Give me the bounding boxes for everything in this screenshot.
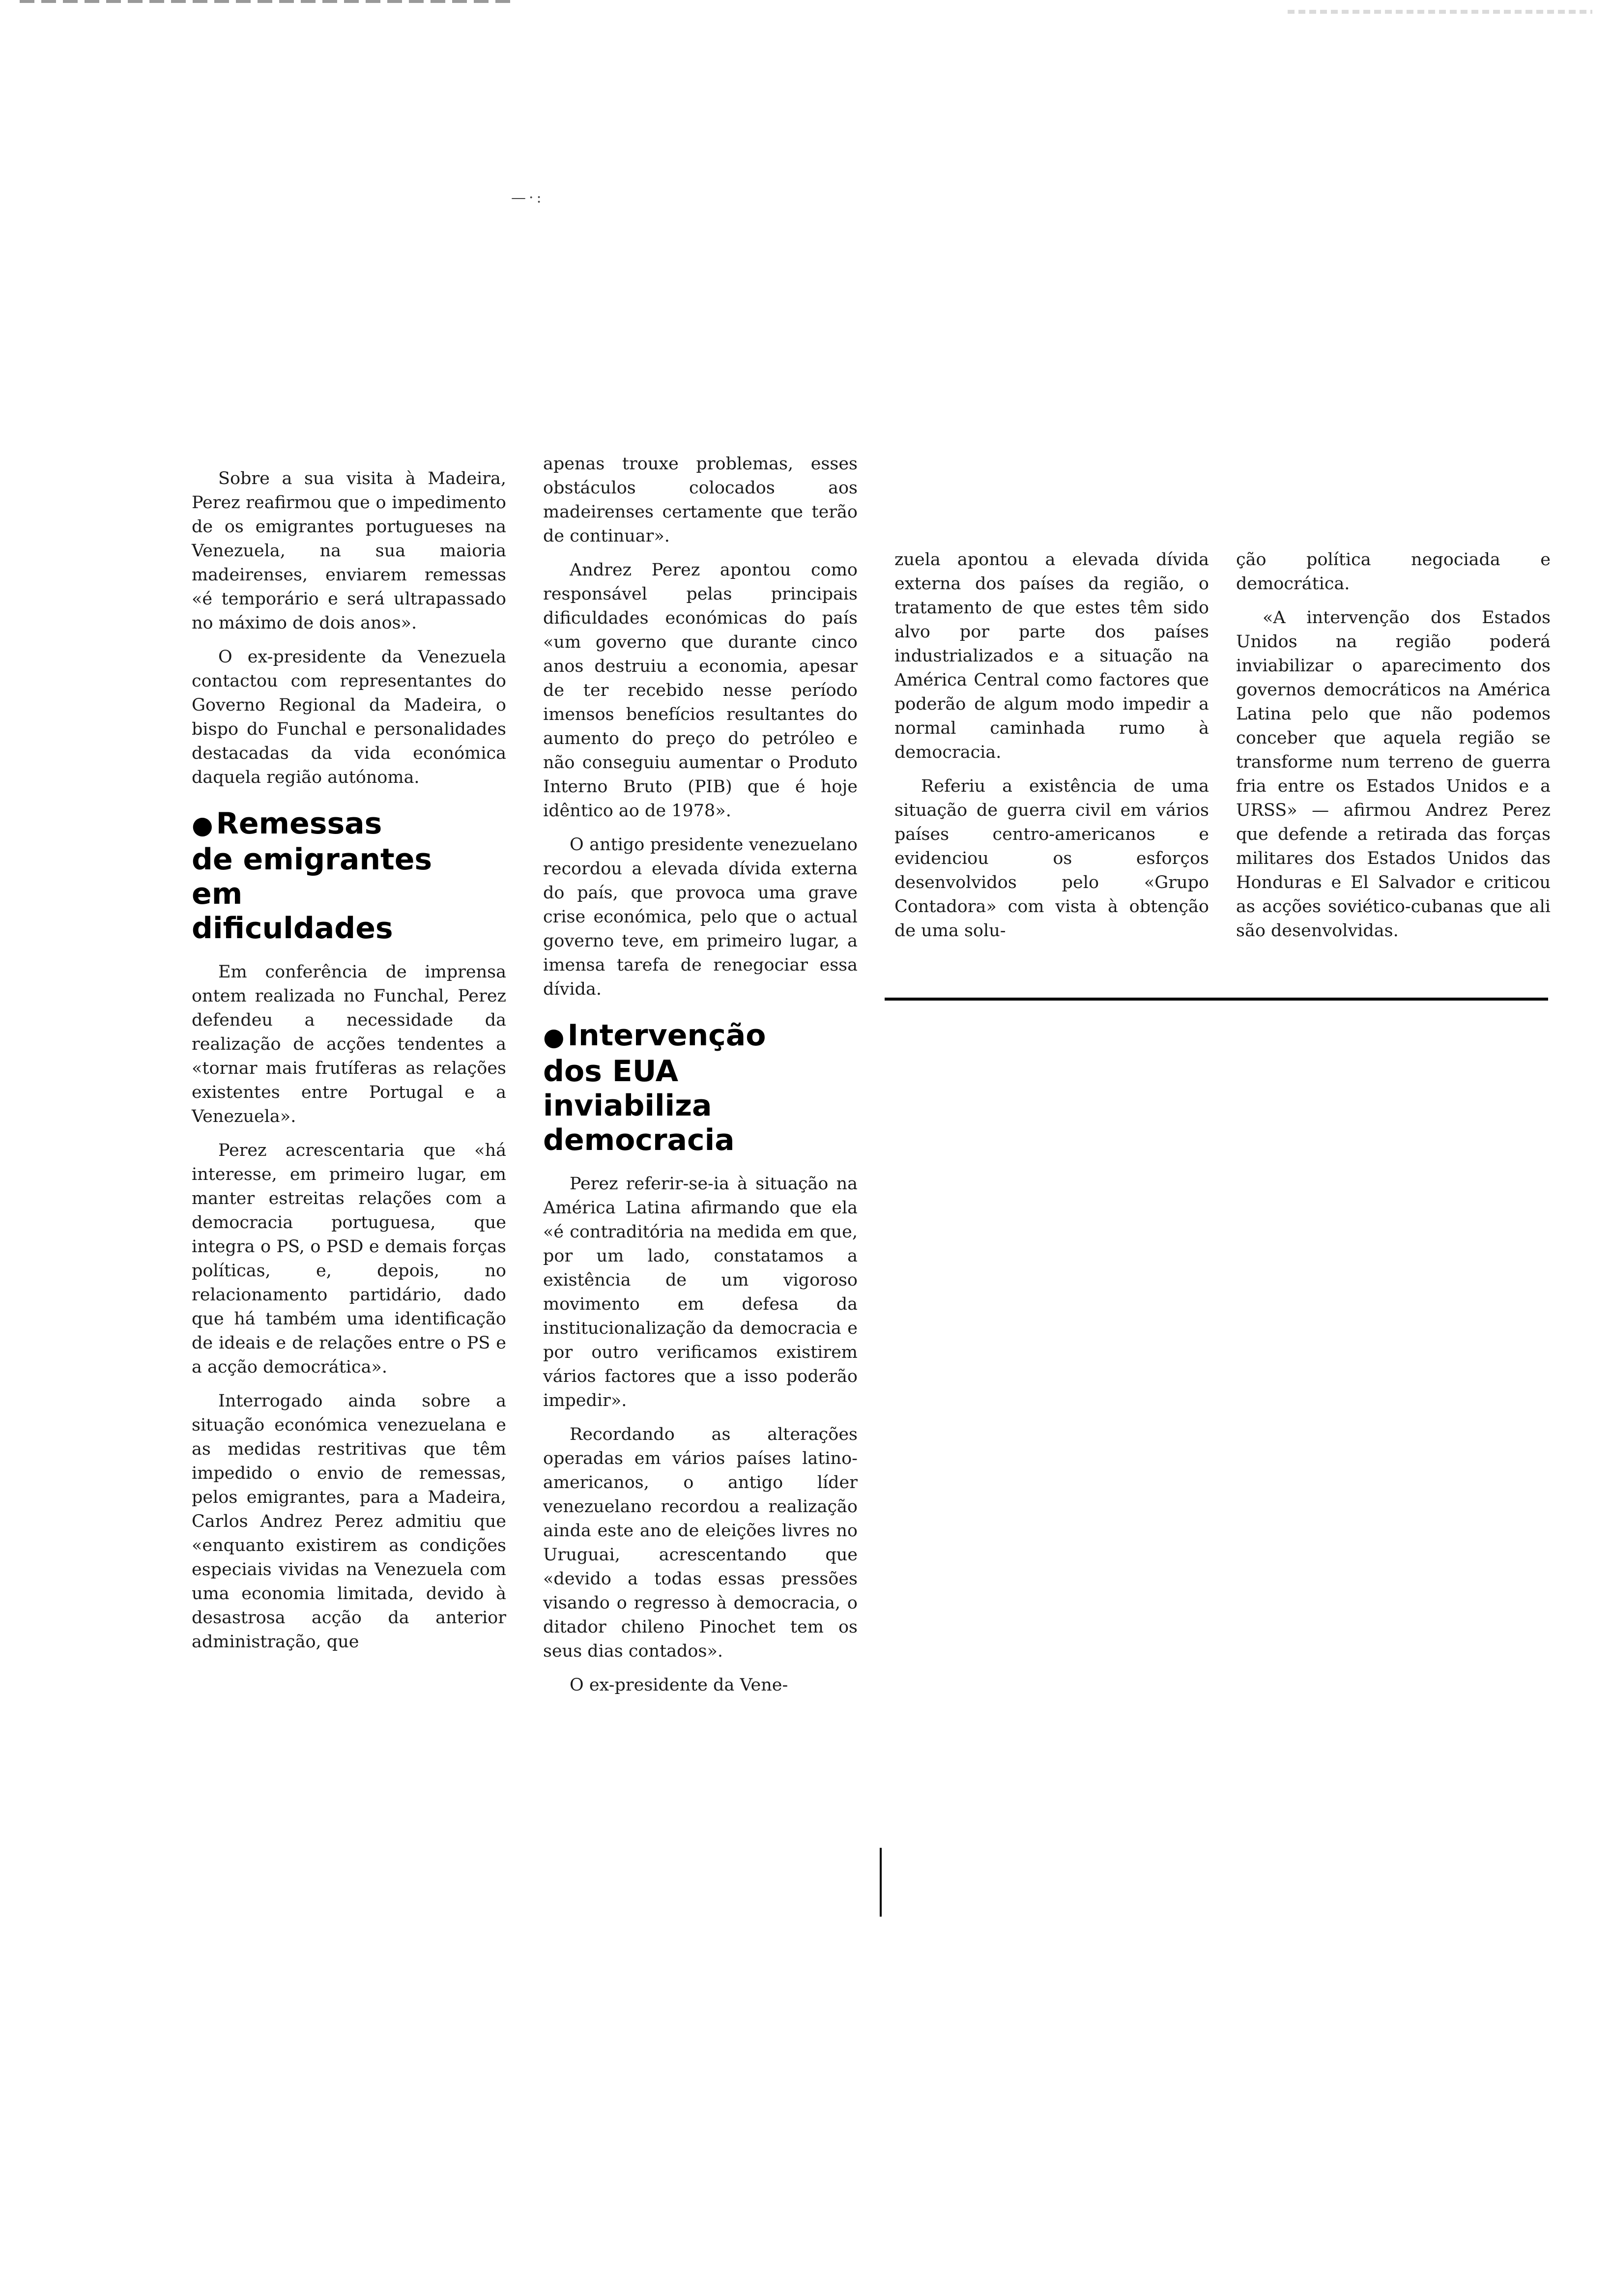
article-column-4: [1236, 548, 1551, 953]
paragraph: zuela apontou a elevada dívida externa dos países da região, o tratamento de que estes têm sido alvo por parte dos países industrializados e a situação na América Central como factores que poderão de algum modo impedir a normal caminhada rumo à democracia.: [894, 550, 1209, 762]
scan-speck: —·:: [511, 189, 545, 206]
article-column-1: [192, 467, 506, 1664]
paragraph: O antigo presidente venezuelano recordou a elevada dívida externa do país, que provoca uma grave crise económica, pelo que o actual governo teve, em primeiro lugar, a imensa tarefa de renegociar essa dívida.: [543, 835, 858, 999]
bullet-icon: ●: [192, 811, 213, 839]
paragraph: O ex-presidente da Venezuela contactou com representantes do Governo Regional da Madeira, o bispo do Funchal e personalidades destacadas da vida económica daquela região autónoma.: [192, 647, 506, 787]
paragraph: Interrogado ainda sobre a situação económica venezuelana e as medidas restritivas que têm impedido o envio de remessas, pelos emigrantes, para a Madeira, Carlos Andrez Perez admitiu que «enquanto existirem as condições especiais vividas na Venezuela com uma economia limitada, devido à desastrosa acção da anterior administração, que: [192, 1391, 506, 1652]
subheading-intervencao: ● Intervenção dos EUA inviabiliza democracia: [543, 1018, 766, 1157]
clipping-edge-mark: [880, 1848, 882, 1917]
article-column-3: [894, 548, 1209, 953]
paragraph: Recordando as alterações operadas em vários países latino-americanos, o antigo líder venezuelano recordou a realização ainda este ano de eleições livres no Uruguai, acrescentando que «devido a todas essas pressões visando o regresso à democracia, o ditador chileno Pinochet tem os seus dias contados».: [543, 1425, 858, 1661]
paragraph: ção política negociada e democrática.: [1236, 550, 1551, 594]
paragraph: «A intervenção dos Estados Unidos na região poderá inviabilizar o aparecimento dos governos democráticos na América Latina pelo que não podemos conceber que aquela região se transforme num terreno de guerra fria entre os Estados Unidos e a URSS» — afirmou Andrez Perez que defende a retirada das forças militares dos Estados Unidos das Honduras e El Salvador e criticou as acções soviético-cubanas que ali são desenvolvidas.: [1236, 608, 1551, 941]
column-end-rule: [885, 998, 1548, 1001]
paragraph: Perez referir-se-ia à situação na América Latina afirmando que ela «é contraditória na medida em que, por um lado, constatamos a existência de um vigoroso movimento em defesa da institucionalização da democracia e por outro verificamos existirem vários factores que a isso poderão impedir».: [543, 1174, 858, 1410]
paragraph: Em conferência de imprensa ontem realizada no Funchal, Perez defendeu a necessidade da realização de acções tendentes a «tornar mais frutíferas as relações existentes entre Portugal e a Venezuela».: [192, 962, 506, 1126]
paragraph: apenas trouxe problemas, esses obstáculos colocados aos madeirenses certamente que terão de continuar».: [543, 454, 858, 546]
bullet-icon: ●: [543, 1023, 565, 1051]
paragraph: Perez acrescentaria que «há interesse, em primeiro lugar, em manter estreitas relações com a democracia portuguesa, que integra o PS, o PSD e demais forças políticas, e, depois, no relacionamento partidário, dado que há também uma identificação de ideais e de relações entre o PS e a acção democrática».: [192, 1141, 506, 1377]
paragraph: Referiu a existência de uma situação de guerra civil em vários países centro-americanos e evidenciou os esforços desenvolvidos pelo «Grupo Contadora» com vista à obtenção de uma solu-: [894, 776, 1209, 941]
paragraph: Sobre a sua visita à Madeira, Perez reafirmou que o impedimento de os emigrantes portugueses na Venezuela, na sua maioria madeirenses, enviarem remessas «é temporário e será ultrapassado no máximo de dois anos».: [192, 469, 506, 633]
scan-edge-mark: [20, 0, 511, 3]
newspaper-clipping: [192, 442, 1558, 1907]
subheading-remessas: ● Remessas de emigrantes em dificuldades: [192, 806, 432, 946]
scan-edge-mark-top-right: [1288, 10, 1592, 14]
article-column-2: [543, 452, 858, 1707]
paragraph: Andrez Perez apontou como responsável pelas principais dificuldades económicas do país «um governo que durante cinco anos destruiu a economia, apesar de ter recebido nesse período imensos benefícios resultantes do aumento do preço do petróleo e não conseguiu aumentar o Produto Interno Bruto (PIB) que é hoje idêntico ao de 1978».: [543, 560, 858, 821]
paragraph: O ex-presidente da Vene-: [570, 1675, 788, 1695]
